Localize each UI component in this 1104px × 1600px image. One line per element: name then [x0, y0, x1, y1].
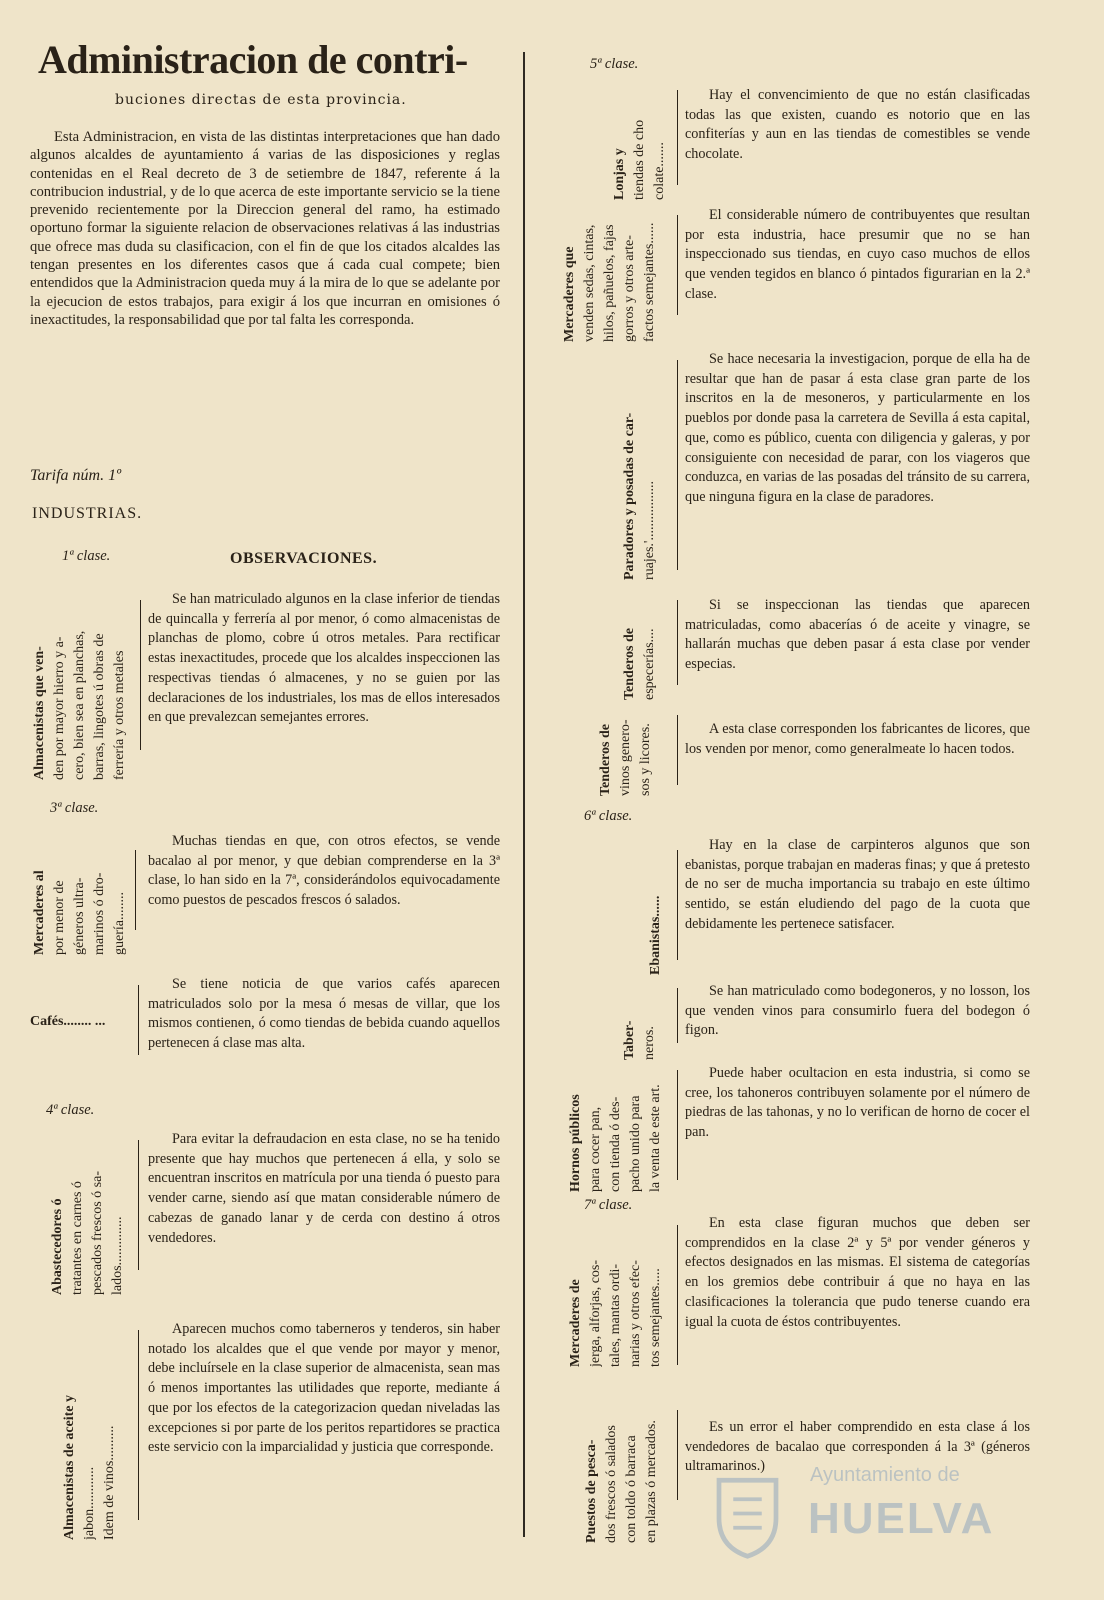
entry-label-hornos: [566, 1052, 670, 1192]
rotated-label: Mercaderes al por menor de géneros ultra- marinos ó dro- guería........: [32, 870, 127, 955]
brace: [677, 1410, 678, 1500]
class-heading-7: 7ª clase.: [584, 1197, 633, 1213]
column-divider: [523, 52, 525, 1537]
entry-label-abastecedores: [48, 1130, 138, 1295]
entry-label-tenderos-vinos: [596, 696, 670, 796]
industrias-heading: INDUSTRIAS.: [32, 505, 143, 522]
entry-label-cafes: Cafés........ ...: [30, 1014, 106, 1029]
rotated-label: Almacenistas de aceite y jabon............ Idem de vinos..........: [62, 1394, 117, 1540]
rotated-label: Tenderos de vinos genero- sos y licores.: [598, 719, 653, 796]
class-heading-6: 6ª clase.: [584, 808, 633, 824]
rotated-label: Paradores y posadas de car- ruajes.'.................: [622, 412, 657, 580]
brace: [677, 360, 678, 570]
brace: [135, 850, 136, 930]
entry-label-ebanistas: [646, 835, 670, 975]
rotated-label: Tenderos de especerías....: [622, 628, 657, 700]
rotated-label: Almacenistas que ven- den por mayor hierro y a- cero, bien sea en planchas, barras, lingotes ú obras de ferrería y otros metales: [32, 630, 127, 780]
observation-mercaderes-jerga: En esta clase figuran muchos que deben ser comprendidos en la clase 2ª y 5ª por vender géneros y efectos designados en las mismas. El sistema de categorías en los gremios debe contribuir á que no haya en las clasificaciones la tolerancia que pudo tenerse cuando era igual la cuota de éstos contribuyentes.: [685, 1215, 1030, 1330]
entry-label-lonjas: [610, 80, 672, 200]
brace: [677, 850, 678, 960]
coat-of-arms-icon: [700, 1466, 795, 1561]
entry-label-paradores: [620, 350, 672, 580]
entry-label-puestos-pescados: [582, 1378, 670, 1543]
observation-tenderos-especerias: Si se inspeccionan las tiendas que aparecen matriculadas, como abacerías ó de aceite y vinagre, se hallarán muchas que deben pasar á esta clase por vender especias.: [685, 597, 1030, 673]
observation-ebanistas: Hay en la clase de carpinteros algunos que son ebanistas, porque trabajan en maderas finas; y que á pretesto de no ser de mucha importancia su trabajo en este último sentido, se están eludiendo del pago de la cuota que debidamente les pertenece satisfacer.: [685, 837, 1030, 932]
article-title: Administracion de contri-: [38, 37, 468, 82]
rotated-label: Taber- neros.: [622, 1020, 657, 1060]
observation-mercaderes-ultramarinos: Muchas tiendas en que, con otros efectos, se vende bacalao al por menor, y que debian comprenderse en la 3ª clase, lo han sido en la 7ª, considerándolos equivocadamente como puestos de pescados frescos ó salados.: [148, 833, 500, 909]
class-heading-3: 3ª clase.: [50, 800, 99, 816]
watermark-text-huelva: HUELVA: [808, 1494, 995, 1543]
intro-paragraph: Esta Administracion, en vista de las distintas interpretaciones que han dado algunos alcaldes de ayuntamiento á varias de las disposiciones y reglas contenidas en el Real decreto de 3 de setiembre de 1847, referente á la contribucion industrial, y de lo que acerca de este importante servicio se la tiene prevenido recientemente por la Direccion general del ramo, ha estimado oportuno formar la siguiente relacion de observaciones relativas á las industrias que ofrece mas duda su clasificacion, con el fin de que los citados alcaldes las tengan presentes en los diferentes casos que á cada cual compete; bien entendidos que la Administracion queda muy á la mira de lo que se adelante por la ejecucion de estos trabajos, para exigir á los que incurran en omisiones ó inexactitudes, la responsabilidad que por tal falta les corresponda.: [30, 129, 500, 328]
rotated-label: Puestos de pesca- dos frescos ó salados con toldo ó barraca en plazas ó mercados.: [584, 1420, 659, 1543]
observation-abastecedores: Para evitar la defraudacion en esta clase, no se ha tenido presente que hay muchos que pertenecen á ella, y solo se encuentran inscritos en matrícula por una tienda ó puesto para vender carne, siendo así que matan considerable número de cabezas de ganado lanar y de cerda con destino á otros vendedores.: [148, 1131, 500, 1246]
observation-almacenistas-aceite: Aparecen muchos como taberneros y tenderos, sin haber notado los alcaldes que el que vende por mayor y menor, debe incluírsele en la clase superior de almacenista, sean mas ó menos importantes las utilidades que reporte, mediante á que por los efectos de la categorizacion quedan niveladas las excepciones si por parte de los peritos repartidores se practica este servicio con la imparcialidad y justicia que corresponde.: [148, 1321, 500, 1456]
brace: [677, 1225, 678, 1365]
brace: [677, 90, 678, 185]
class-heading-1: 1ª clase.: [62, 548, 111, 564]
rotated-label: Hornos públicos para cocer pan, con tienda ó des- pacho unido para la venta de este art.: [568, 1084, 663, 1192]
class-heading-5: 5ª clase.: [590, 56, 639, 72]
observation-puestos-pescados: Es un error el haber comprendido en esta clase á los vendedores de bacalao que corresponden á la 3ª (géneros ultramarinos.): [685, 1419, 1030, 1475]
observation-lonjas: Hay el convencimiento de que no están clasificadas todas las que existen, cuando es notorio que en las confiterías y aun en las tiendas de comestibles se vende chocolate.: [685, 87, 1030, 163]
brace: [138, 985, 139, 1055]
class-heading-4: 4ª clase.: [46, 1102, 95, 1118]
observation-tenderos-vinos: A esta clase corresponden los fabricantes de licores, que los venden por menor, como generalmeate lo hacen todos.: [685, 721, 1030, 757]
entry-label-taberneros: [620, 985, 670, 1060]
article-subtitle: buciones directas de esta provincia.: [115, 92, 407, 108]
brace: [677, 600, 678, 685]
brace: [138, 1140, 139, 1270]
brace: [140, 600, 141, 750]
brace: [677, 215, 678, 315]
entry-label-almacenistas-hierro: [30, 580, 140, 780]
rotated-label: Abastecedores ó tratantes en carnes ó pescados frescos ó sa- lados..............: [50, 1170, 125, 1295]
entry-label-mercaderes-ultramarinos: [30, 825, 130, 955]
tarifa-label: Tarifa núm. 1º: [30, 467, 122, 484]
watermark-text-ayuntamiento: Ayuntamiento de: [810, 1464, 960, 1486]
observation-paradores: Se hace necesaria la investigacion, porque de ella ha de resultar que han de pasar á esta clase gran parte de los inscritos en la de mesoneros, y particularmente en los pueblos por donde pasa la carretera de Sevilla á esta capital, que, como es público, cuenta con diligencia y galeras, y por consiguiente con necesidad de parar, con los viageros que conduzca, en varias de las posadas del tránsito de su carrera, que ninguna figura en la clase de paradores.: [685, 351, 1030, 505]
observation-mercaderes-sedas: El considerable número de contribuyentes que resultan por esta industria, hace presumir que no se han inspeccionado sus tiendas, en cuyo caso muchos de ellos que venden tegidos en blanco ó pintados figurarian en la 2.ª clase.: [685, 207, 1030, 302]
observation-cafes: Se tiene noticia de que varios cafés aparecen matriculados solo por la mesa ó mesas de villar, que los mismos contienen, ó como tiendas de bebida cuando aquellos pertenecen á clase mas alta.: [148, 976, 500, 1052]
brace: [677, 715, 678, 785]
brace: [677, 1070, 678, 1180]
observation-hornos: Puede haber ocultacion en esta industria, si como se cree, los tahoneros contribuyen solamente por el número de piedras de las tahonas, y no lo verifican de horno de cocer el pan.: [685, 1065, 1030, 1141]
entry-label-tenderos-especerias: [620, 590, 672, 700]
observation-almacenistas-hierro: Se han matriculado algunos en la clase inferior de tiendas de quincalla y ferrería al por menor, ó como almacenistas de planchas de plomo, cobre ú otros metales. Para rectificar estas inexactitudes, procede que los alcaldes inspeccionen las respectivas tiendas ó almacenes, y no se guien por las declaraciones de los industriales, los mas de ellos interesados en que prevalezcan semejantes errores.: [148, 591, 500, 726]
rotated-label: Mercaderes de jerga, alforjas, cos- tales, mantas ordi- narias y otros efec- tos semejantes.....: [568, 1259, 663, 1367]
entry-label-mercaderes-jerga: [566, 1222, 670, 1367]
rotated-label: Mercaderes que venden sedas, cintas, hilos, pañuelos, fajas gorros y otros arte- factos semejantes......: [562, 222, 657, 342]
brace: [677, 988, 678, 1043]
brace: [138, 1330, 139, 1520]
rotated-label: Lonjas y tiendas de cho colate.......: [612, 119, 667, 200]
rotated-label: Ebanistas......: [648, 895, 663, 975]
observation-taberneros: Se han matriculado como bodegoneros, y no losson, los que venden vinos para consumirlo fuera del bodegon ó figon.: [685, 983, 1030, 1039]
archive-watermark: [690, 1458, 1010, 1568]
entry-label-almacenistas-aceite: [60, 1320, 140, 1540]
observaciones-heading: OBSERVACIONES.: [230, 550, 378, 567]
